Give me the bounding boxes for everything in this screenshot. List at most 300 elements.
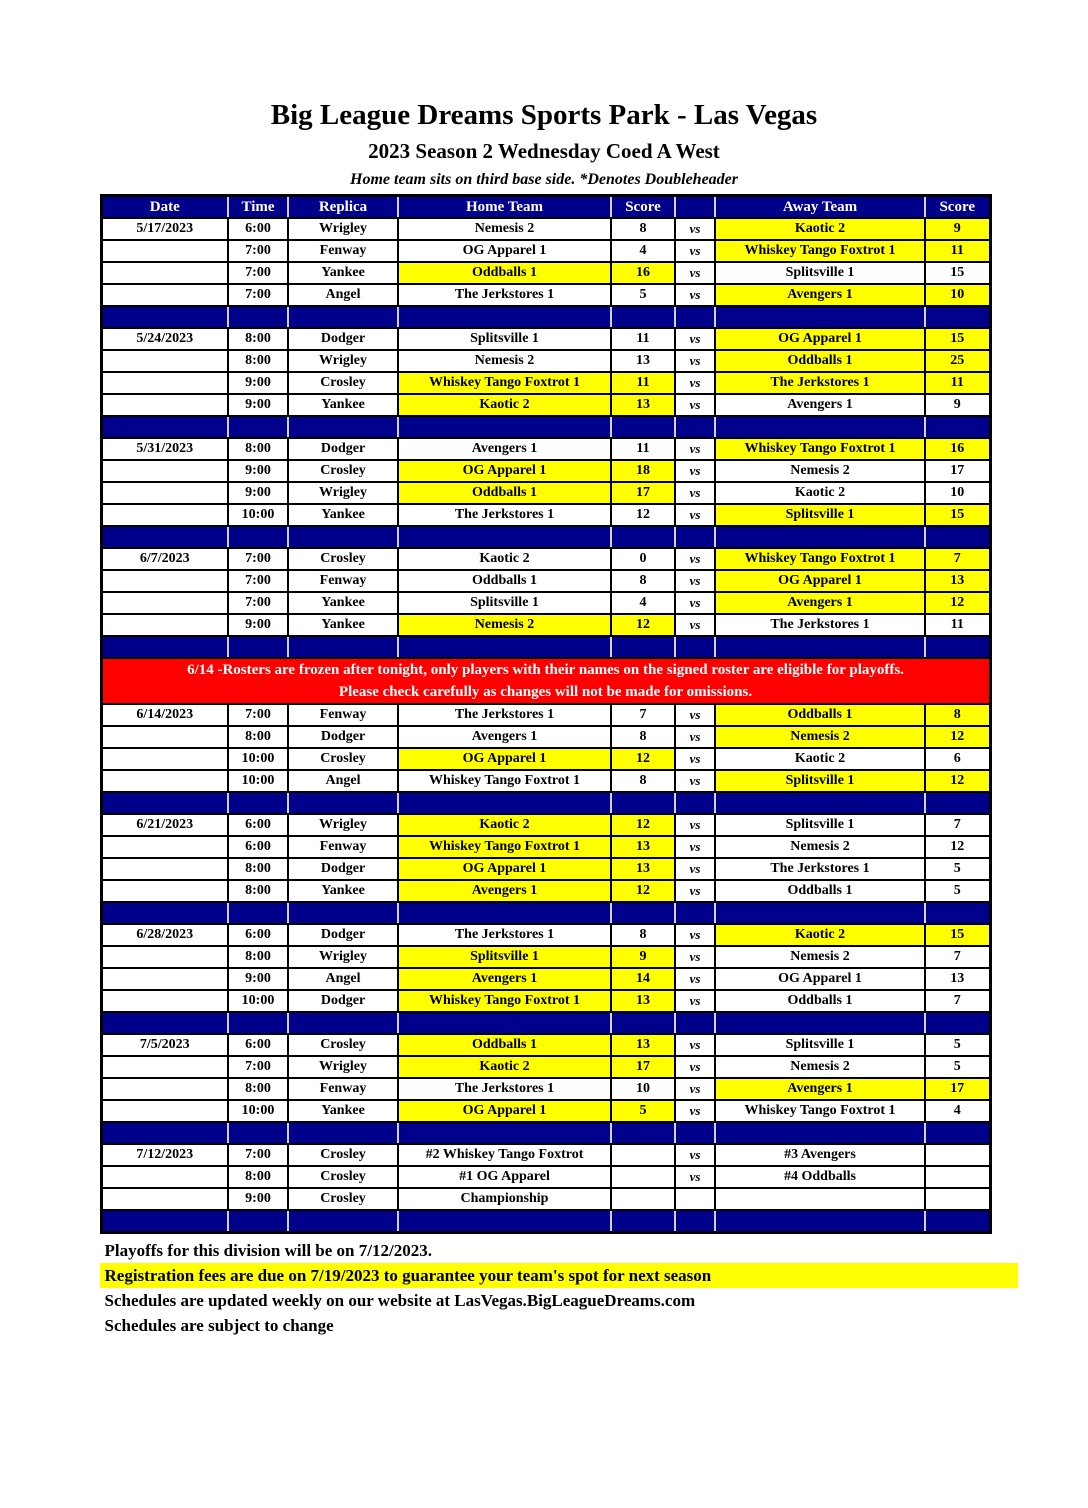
date-cell bbox=[101, 460, 228, 482]
time-cell: 9:00 bbox=[228, 614, 288, 636]
home-team-cell: Avengers 1 bbox=[398, 880, 611, 902]
schedule-row bbox=[101, 704, 990, 726]
home-score-cell: 14 bbox=[611, 968, 675, 990]
schedule-row bbox=[101, 814, 990, 836]
away-team-cell: Avengers 1 bbox=[715, 592, 925, 614]
time-cell: 7:00 bbox=[228, 704, 288, 726]
column-header: Away Team bbox=[715, 196, 925, 219]
vs-cell: vs bbox=[675, 858, 715, 880]
separator-cell bbox=[398, 526, 611, 548]
date-cell: 6/28/2023 bbox=[101, 924, 228, 946]
replica-cell: Fenway bbox=[288, 1078, 398, 1100]
separator-cell bbox=[288, 792, 398, 814]
schedule-row bbox=[101, 1056, 990, 1078]
away-score-cell: 7 bbox=[925, 548, 990, 570]
time-cell: 6:00 bbox=[228, 814, 288, 836]
away-team-cell: Splitsville 1 bbox=[715, 814, 925, 836]
schedule-row bbox=[101, 726, 990, 748]
separator-cell bbox=[715, 1012, 925, 1034]
vs-cell: vs bbox=[675, 1100, 715, 1122]
time-cell: 7:00 bbox=[228, 1056, 288, 1078]
schedule-row bbox=[101, 836, 990, 858]
separator-cell bbox=[398, 792, 611, 814]
replica-cell: Yankee bbox=[288, 880, 398, 902]
home-team-cell: Oddballs 1 bbox=[398, 262, 611, 284]
home-score-cell bbox=[611, 1188, 675, 1210]
separator-cell bbox=[398, 636, 611, 658]
away-score-cell: 12 bbox=[925, 726, 990, 748]
table-header-row bbox=[101, 196, 990, 219]
replica-cell: Yankee bbox=[288, 504, 398, 526]
separator-cell bbox=[675, 902, 715, 924]
home-score-cell: 8 bbox=[611, 218, 675, 240]
column-header: Score bbox=[925, 196, 990, 219]
vs-cell: vs bbox=[675, 946, 715, 968]
home-team-cell: Oddballs 1 bbox=[398, 570, 611, 592]
time-cell: 8:00 bbox=[228, 1166, 288, 1188]
vs-cell: vs bbox=[675, 1144, 715, 1166]
home-team-cell: Whiskey Tango Foxtrot 1 bbox=[398, 990, 611, 1012]
vs-cell: vs bbox=[675, 438, 715, 460]
home-score-cell: 8 bbox=[611, 570, 675, 592]
home-team-cell: Avengers 1 bbox=[398, 968, 611, 990]
separator-cell bbox=[398, 1122, 611, 1144]
separator-cell bbox=[925, 902, 990, 924]
vs-cell: vs bbox=[675, 328, 715, 350]
separator-row bbox=[101, 1210, 990, 1233]
away-score-cell: 11 bbox=[925, 240, 990, 262]
schedule-row bbox=[101, 394, 990, 416]
separator-row bbox=[101, 416, 990, 438]
home-score-cell: 13 bbox=[611, 990, 675, 1012]
away-score-cell: 9 bbox=[925, 394, 990, 416]
replica-cell: Dodger bbox=[288, 924, 398, 946]
away-team-cell: OG Apparel 1 bbox=[715, 570, 925, 592]
replica-cell: Yankee bbox=[288, 262, 398, 284]
away-score-cell: 13 bbox=[925, 570, 990, 592]
vs-cell: vs bbox=[675, 726, 715, 748]
time-cell: 10:00 bbox=[228, 990, 288, 1012]
away-team-cell: The Jerkstores 1 bbox=[715, 858, 925, 880]
separator-cell bbox=[288, 526, 398, 548]
away-team-cell: Kaotic 2 bbox=[715, 482, 925, 504]
date-cell: 5/17/2023 bbox=[101, 218, 228, 240]
home-team-cell: Kaotic 2 bbox=[398, 814, 611, 836]
home-score-cell: 8 bbox=[611, 924, 675, 946]
separator-cell bbox=[611, 902, 675, 924]
away-score-cell bbox=[925, 1166, 990, 1188]
replica-cell: Crosley bbox=[288, 1166, 398, 1188]
home-score-cell: 8 bbox=[611, 726, 675, 748]
away-team-cell: Nemesis 2 bbox=[715, 836, 925, 858]
time-cell: 7:00 bbox=[228, 592, 288, 614]
separator-cell bbox=[228, 416, 288, 438]
separator-row bbox=[101, 306, 990, 328]
date-cell bbox=[101, 240, 228, 262]
away-score-cell: 16 bbox=[925, 438, 990, 460]
replica-cell: Crosley bbox=[288, 548, 398, 570]
vs-cell: vs bbox=[675, 394, 715, 416]
vs-cell: vs bbox=[675, 284, 715, 306]
schedule-row bbox=[101, 328, 990, 350]
date-cell bbox=[101, 284, 228, 306]
separator-cell bbox=[228, 1122, 288, 1144]
footer-website-note: Schedules are updated weekly on our website at LasVegas.BigLeagueDreams.com bbox=[104, 1291, 696, 1310]
away-team-cell: Splitsville 1 bbox=[715, 504, 925, 526]
time-cell: 10:00 bbox=[228, 504, 288, 526]
schedule-row bbox=[101, 1188, 990, 1210]
schedule-row bbox=[101, 262, 990, 284]
separator-cell bbox=[925, 636, 990, 658]
away-team-cell: Splitsville 1 bbox=[715, 1034, 925, 1056]
separator-cell bbox=[101, 1210, 228, 1233]
away-team-cell: OG Apparel 1 bbox=[715, 328, 925, 350]
home-team-cell: The Jerkstores 1 bbox=[398, 504, 611, 526]
footer bbox=[100, 1238, 989, 1338]
away-score-cell: 12 bbox=[925, 836, 990, 858]
vs-cell: vs bbox=[675, 814, 715, 836]
footer-playoffs-note: Playoffs for this division will be on 7/12/2023. bbox=[104, 1241, 432, 1260]
date-cell bbox=[101, 770, 228, 792]
away-team-cell: Avengers 1 bbox=[715, 1078, 925, 1100]
separator-cell bbox=[925, 1122, 990, 1144]
vs-cell: vs bbox=[675, 570, 715, 592]
vs-cell: vs bbox=[675, 990, 715, 1012]
separator-row bbox=[101, 1012, 990, 1034]
date-cell: 5/31/2023 bbox=[101, 438, 228, 460]
away-score-cell: 9 bbox=[925, 218, 990, 240]
time-cell: 7:00 bbox=[228, 284, 288, 306]
separator-cell bbox=[611, 636, 675, 658]
vs-cell: vs bbox=[675, 240, 715, 262]
time-cell: 7:00 bbox=[228, 548, 288, 570]
date-cell bbox=[101, 262, 228, 284]
time-cell: 8:00 bbox=[228, 726, 288, 748]
schedule-row bbox=[101, 1078, 990, 1100]
replica-cell: Dodger bbox=[288, 726, 398, 748]
time-cell: 8:00 bbox=[228, 1078, 288, 1100]
separator-cell bbox=[101, 636, 228, 658]
schedule-row bbox=[101, 548, 990, 570]
away-team-cell: #3 Avengers bbox=[715, 1144, 925, 1166]
time-cell: 9:00 bbox=[228, 482, 288, 504]
vs-cell: vs bbox=[675, 460, 715, 482]
replica-cell: Angel bbox=[288, 770, 398, 792]
date-cell bbox=[101, 504, 228, 526]
replica-cell: Crosley bbox=[288, 1034, 398, 1056]
separator-cell bbox=[398, 902, 611, 924]
replica-cell: Crosley bbox=[288, 748, 398, 770]
away-score-cell: 12 bbox=[925, 592, 990, 614]
home-team-cell: #2 Whiskey Tango Foxtrot bbox=[398, 1144, 611, 1166]
home-team-cell: Splitsville 1 bbox=[398, 592, 611, 614]
separator-cell bbox=[675, 526, 715, 548]
time-cell: 10:00 bbox=[228, 748, 288, 770]
time-cell: 10:00 bbox=[228, 770, 288, 792]
away-score-cell: 11 bbox=[925, 614, 990, 636]
separator-cell bbox=[715, 306, 925, 328]
schedule-row bbox=[101, 1100, 990, 1122]
separator-cell bbox=[715, 416, 925, 438]
replica-cell: Wrigley bbox=[288, 814, 398, 836]
separator-cell bbox=[925, 1210, 990, 1233]
away-team-cell: Kaotic 2 bbox=[715, 748, 925, 770]
schedule-row bbox=[101, 924, 990, 946]
home-score-cell: 13 bbox=[611, 858, 675, 880]
time-cell: 8:00 bbox=[228, 350, 288, 372]
separator-cell bbox=[398, 306, 611, 328]
away-team-cell: Kaotic 2 bbox=[715, 218, 925, 240]
separator-cell bbox=[925, 526, 990, 548]
replica-cell: Dodger bbox=[288, 990, 398, 1012]
away-score-cell: 7 bbox=[925, 990, 990, 1012]
away-score-cell: 8 bbox=[925, 704, 990, 726]
vs-cell: vs bbox=[675, 836, 715, 858]
vs-cell bbox=[675, 1188, 715, 1210]
home-score-cell: 5 bbox=[611, 284, 675, 306]
date-cell bbox=[101, 858, 228, 880]
vs-cell: vs bbox=[675, 548, 715, 570]
home-team-cell: #1 OG Apparel bbox=[398, 1166, 611, 1188]
column-header: Time bbox=[228, 196, 288, 219]
schedule-row bbox=[101, 858, 990, 880]
date-cell bbox=[101, 614, 228, 636]
home-team-cell: Splitsville 1 bbox=[398, 328, 611, 350]
separator-cell bbox=[611, 526, 675, 548]
away-team-cell: Avengers 1 bbox=[715, 394, 925, 416]
schedule-document bbox=[100, 100, 989, 1338]
away-team-cell: Whiskey Tango Foxtrot 1 bbox=[715, 240, 925, 262]
schedule-row bbox=[101, 218, 990, 240]
home-team-cell: Splitsville 1 bbox=[398, 946, 611, 968]
home-score-cell: 4 bbox=[611, 592, 675, 614]
separator-cell bbox=[715, 902, 925, 924]
separator-cell bbox=[288, 1012, 398, 1034]
vs-cell: vs bbox=[675, 218, 715, 240]
replica-cell: Yankee bbox=[288, 592, 398, 614]
separator-cell bbox=[925, 416, 990, 438]
schedule-row bbox=[101, 946, 990, 968]
vs-cell: vs bbox=[675, 1034, 715, 1056]
away-score-cell: 5 bbox=[925, 858, 990, 880]
separator-cell bbox=[228, 792, 288, 814]
column-header: Date bbox=[101, 196, 228, 219]
schedule-row bbox=[101, 438, 990, 460]
date-cell bbox=[101, 592, 228, 614]
vs-cell: vs bbox=[675, 704, 715, 726]
replica-cell: Wrigley bbox=[288, 218, 398, 240]
home-score-cell: 17 bbox=[611, 482, 675, 504]
footer-registration-note: Registration fees are due on 7/19/2023 to guarantee your team's spot for next season bbox=[100, 1263, 1018, 1288]
home-team-cell: Nemesis 2 bbox=[398, 350, 611, 372]
separator-cell bbox=[288, 306, 398, 328]
separator-cell bbox=[288, 1122, 398, 1144]
separator-cell bbox=[675, 1122, 715, 1144]
away-score-cell: 5 bbox=[925, 1034, 990, 1056]
replica-cell: Dodger bbox=[288, 438, 398, 460]
separator-cell bbox=[398, 1012, 611, 1034]
column-header bbox=[675, 196, 715, 219]
time-cell: 6:00 bbox=[228, 836, 288, 858]
away-score-cell: 5 bbox=[925, 880, 990, 902]
separator-cell bbox=[675, 1210, 715, 1233]
date-cell: 7/12/2023 bbox=[101, 1144, 228, 1166]
replica-cell: Fenway bbox=[288, 704, 398, 726]
time-cell: 8:00 bbox=[228, 858, 288, 880]
time-cell: 9:00 bbox=[228, 460, 288, 482]
replica-cell: Angel bbox=[288, 284, 398, 306]
separator-cell bbox=[101, 1012, 228, 1034]
replica-cell: Yankee bbox=[288, 394, 398, 416]
away-team-cell: Nemesis 2 bbox=[715, 1056, 925, 1078]
away-team-cell: Oddballs 1 bbox=[715, 880, 925, 902]
separator-cell bbox=[101, 792, 228, 814]
column-header: Score bbox=[611, 196, 675, 219]
schedule-row bbox=[101, 1166, 990, 1188]
separator-cell bbox=[611, 1012, 675, 1034]
date-cell bbox=[101, 570, 228, 592]
time-cell: 8:00 bbox=[228, 880, 288, 902]
separator-cell bbox=[101, 1122, 228, 1144]
away-team-cell: Splitsville 1 bbox=[715, 770, 925, 792]
separator-cell bbox=[675, 636, 715, 658]
separator-cell bbox=[675, 792, 715, 814]
away-team-cell: #4 Oddballs bbox=[715, 1166, 925, 1188]
replica-cell: Fenway bbox=[288, 240, 398, 262]
date-cell bbox=[101, 726, 228, 748]
vs-cell: vs bbox=[675, 350, 715, 372]
separator-cell bbox=[288, 1210, 398, 1233]
time-cell: 6:00 bbox=[228, 218, 288, 240]
schedule-row bbox=[101, 350, 990, 372]
away-score-cell: 6 bbox=[925, 748, 990, 770]
time-cell: 7:00 bbox=[228, 1144, 288, 1166]
separator-cell bbox=[611, 1122, 675, 1144]
away-score-cell: 13 bbox=[925, 968, 990, 990]
schedule-row bbox=[101, 1144, 990, 1166]
home-team-cell: Oddballs 1 bbox=[398, 482, 611, 504]
away-team-cell: Avengers 1 bbox=[715, 284, 925, 306]
replica-cell: Wrigley bbox=[288, 482, 398, 504]
vs-cell: vs bbox=[675, 1078, 715, 1100]
replica-cell: Dodger bbox=[288, 858, 398, 880]
replica-cell: Crosley bbox=[288, 1188, 398, 1210]
home-team-cell: Nemesis 2 bbox=[398, 218, 611, 240]
date-cell bbox=[101, 1166, 228, 1188]
separator-cell bbox=[675, 416, 715, 438]
date-cell bbox=[101, 748, 228, 770]
home-team-cell: Kaotic 2 bbox=[398, 1056, 611, 1078]
home-score-cell: 10 bbox=[611, 1078, 675, 1100]
away-team-cell: Nemesis 2 bbox=[715, 946, 925, 968]
separator-cell bbox=[715, 792, 925, 814]
home-score-cell: 17 bbox=[611, 1056, 675, 1078]
home-team-note: Home team sits on third base side. *Denotes Doubleheader bbox=[350, 171, 738, 188]
home-score-cell: 12 bbox=[611, 504, 675, 526]
home-team-cell: Kaotic 2 bbox=[398, 394, 611, 416]
home-score-cell: 18 bbox=[611, 460, 675, 482]
home-team-cell: The Jerkstores 1 bbox=[398, 924, 611, 946]
vs-cell: vs bbox=[675, 262, 715, 284]
home-score-cell: 13 bbox=[611, 1034, 675, 1056]
home-team-cell: The Jerkstores 1 bbox=[398, 704, 611, 726]
away-score-cell: 15 bbox=[925, 924, 990, 946]
date-cell bbox=[101, 1056, 228, 1078]
replica-cell: Dodger bbox=[288, 328, 398, 350]
separator-cell bbox=[925, 306, 990, 328]
home-team-cell: Avengers 1 bbox=[398, 438, 611, 460]
page-title: Big League Dreams Sports Park - Las Vegas bbox=[270, 99, 818, 131]
away-team-cell: Splitsville 1 bbox=[715, 262, 925, 284]
away-team-cell: Whiskey Tango Foxtrot 1 bbox=[715, 548, 925, 570]
date-cell bbox=[101, 968, 228, 990]
home-score-cell: 11 bbox=[611, 372, 675, 394]
column-header: Replica bbox=[288, 196, 398, 219]
time-cell: 9:00 bbox=[228, 968, 288, 990]
vs-cell: vs bbox=[675, 614, 715, 636]
home-team-cell: OG Apparel 1 bbox=[398, 748, 611, 770]
home-team-cell: The Jerkstores 1 bbox=[398, 1078, 611, 1100]
separator-cell bbox=[228, 1210, 288, 1233]
away-score-cell: 12 bbox=[925, 770, 990, 792]
separator-cell bbox=[398, 416, 611, 438]
separator-cell bbox=[715, 636, 925, 658]
date-cell bbox=[101, 990, 228, 1012]
date-cell bbox=[101, 946, 228, 968]
roster-freeze-banner-row bbox=[101, 658, 990, 704]
schedule-row bbox=[101, 614, 990, 636]
date-cell: 6/14/2023 bbox=[101, 704, 228, 726]
replica-cell: Crosley bbox=[288, 460, 398, 482]
schedule-row bbox=[101, 372, 990, 394]
date-cell bbox=[101, 880, 228, 902]
date-cell: 5/24/2023 bbox=[101, 328, 228, 350]
replica-cell: Wrigley bbox=[288, 946, 398, 968]
time-cell: 6:00 bbox=[228, 924, 288, 946]
home-score-cell: 13 bbox=[611, 394, 675, 416]
home-score-cell: 12 bbox=[611, 614, 675, 636]
time-cell: 8:00 bbox=[228, 946, 288, 968]
away-team-cell: Nemesis 2 bbox=[715, 726, 925, 748]
replica-cell: Yankee bbox=[288, 614, 398, 636]
vs-cell: vs bbox=[675, 968, 715, 990]
separator-cell bbox=[101, 416, 228, 438]
away-score-cell: 25 bbox=[925, 350, 990, 372]
home-score-cell: 12 bbox=[611, 880, 675, 902]
time-cell: 7:00 bbox=[228, 240, 288, 262]
separator-cell bbox=[101, 902, 228, 924]
separator-cell bbox=[228, 636, 288, 658]
vs-cell: vs bbox=[675, 748, 715, 770]
away-score-cell bbox=[925, 1188, 990, 1210]
replica-cell: Crosley bbox=[288, 372, 398, 394]
schedule-row bbox=[101, 748, 990, 770]
away-team-cell: The Jerkstores 1 bbox=[715, 372, 925, 394]
away-score-cell: 5 bbox=[925, 1056, 990, 1078]
home-score-cell bbox=[611, 1166, 675, 1188]
schedule-table-body bbox=[101, 196, 990, 1233]
page-subtitle: 2023 Season 2 Wednesday Coed A West bbox=[368, 139, 720, 163]
vs-cell: vs bbox=[675, 924, 715, 946]
away-team-cell: Oddballs 1 bbox=[715, 990, 925, 1012]
away-score-cell: 10 bbox=[925, 482, 990, 504]
schedule-row bbox=[101, 240, 990, 262]
schedule-row bbox=[101, 504, 990, 526]
date-cell bbox=[101, 482, 228, 504]
separator-cell bbox=[925, 792, 990, 814]
away-score-cell: 17 bbox=[925, 1078, 990, 1100]
schedule-row bbox=[101, 570, 990, 592]
